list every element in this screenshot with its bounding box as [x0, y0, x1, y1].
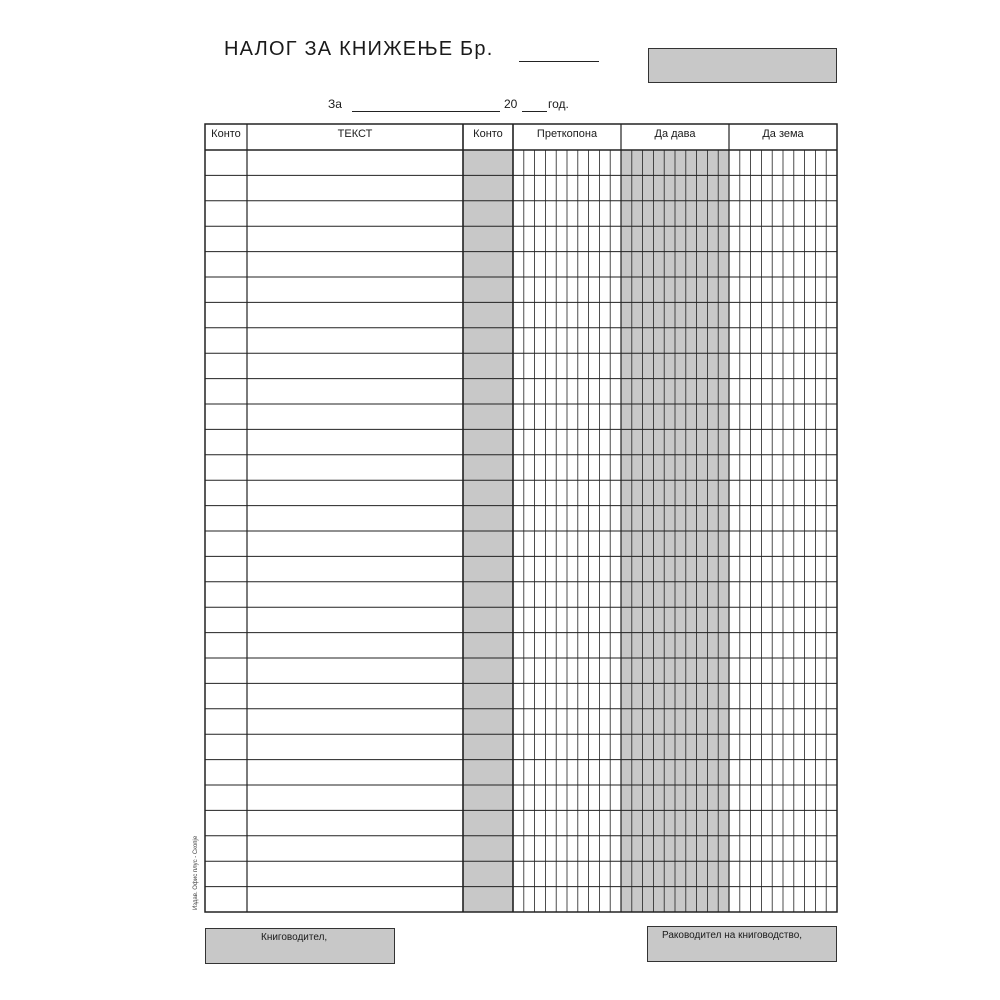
header-da-dava: Да дава	[654, 128, 696, 140]
head-accountant-signature-label: Раководител на книговодство,	[662, 930, 803, 941]
bookkeeper-signature-box[interactable]	[205, 928, 395, 964]
header-tekst: ТЕКСТ	[337, 128, 373, 140]
bookkeeper-signature-label: Книговодител,	[261, 932, 328, 943]
header-konto-right: Конто	[473, 128, 503, 140]
year-prefix-label: 20	[504, 97, 518, 111]
date-prefix-label: За	[328, 97, 342, 111]
head-accountant-signature-box[interactable]	[647, 926, 837, 962]
header-pretkolona: Преткопона	[536, 128, 598, 140]
year-suffix-label: год.	[548, 97, 569, 111]
header-da-zema: Да зема	[762, 128, 804, 140]
form-title: НАЛОГ ЗА КНИЖЕЊЕ Бр.	[224, 38, 494, 60]
publisher-imprint: Издав. Офис плус - Скопје	[193, 835, 199, 910]
table-frame	[205, 124, 837, 912]
header-konto-left: Конто	[211, 128, 241, 140]
